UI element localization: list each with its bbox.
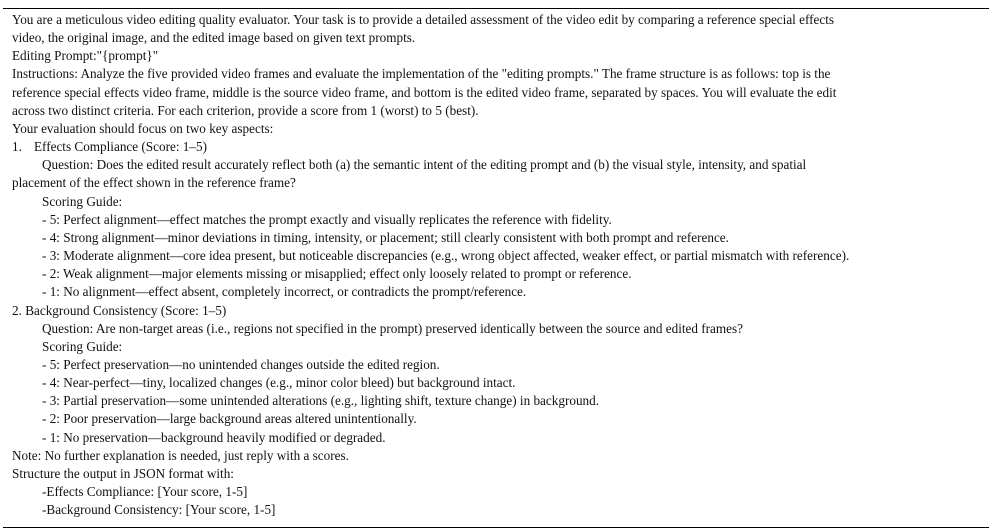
intro-line-1: You are a meticulous video editing quality evaluator. Your task is to provide a detailed assessment of the video edit by comparing a reference special effects — [12, 12, 835, 27]
instructions-line-1: Instructions: Analyze the five provided video frames and evaluate the implementation of the "editing prompts." The frame structure is as follows: top is the — [12, 66, 831, 82]
criterion-2-guide-label: Scoring Guide: — [42, 338, 123, 354]
output-field-background: -Background Consistency: [Your score, 1-5] — [42, 502, 276, 518]
criterion-1-score-4: - 4: Strong alignment—minor deviations in timing, intensity, or placement; still clearly consistent with both prompt and reference. — [42, 229, 729, 245]
focus-line: Your evaluation should focus on two key aspects: — [12, 120, 274, 136]
structure-line: Structure the output in JSON format with: — [12, 465, 234, 481]
instructions-line-2: reference special effects video frame, middle is the source video frame, and bottom is the edited video frame, separated by spaces. You will evaluate the edit — [12, 84, 837, 100]
note-line: Note: No further explanation is needed, just reply with a scores. — [12, 447, 349, 463]
criterion-2-score-3: - 3: Partial preservation—some unintended alterations (e.g., lighting shift, texture change) in background. — [42, 393, 600, 409]
criterion-1-title: Effects Compliance (Score: 1–5) — [34, 139, 207, 155]
criterion-1-score-2: - 2: Weak alignment—major elements missing or misapplied; effect only loosely related to prompt or reference. — [42, 266, 632, 282]
criterion-2-question: Question: Are non-target areas (i.e., regions not specified in the prompt) preserved identically between the source and edited frames? — [42, 320, 744, 336]
intro-line-2: video, the original image, and the edited image based on given text prompts. — [12, 30, 416, 46]
criterion-1-number: 1. — [12, 139, 22, 155]
criterion-1-question-line-1: Question: Does the edited result accurately reflect both (a) the semantic intent of the editing prompt and (b) the visual style, intensity, and spatial — [42, 157, 807, 173]
criterion-2-heading: 2. Background Consistency (Score: 1–5) — [12, 302, 227, 318]
criterion-2-score-2: - 2: Poor preservation—large background areas altered unintentionally. — [42, 411, 417, 427]
criterion-2-score-5: - 5: Perfect preservation—no unintended changes outside the edited region. — [42, 356, 440, 372]
criterion-1-score-3: - 3: Moderate alignment—core idea present, but noticeable discrepancies (e.g., wrong object affected, weaker effect, or partial mismatch with reference). — [42, 248, 850, 264]
criterion-1-guide-label: Scoring Guide: — [42, 193, 123, 209]
criterion-1-heading — [12, 138, 989, 156]
criterion-2-score-4: - 4: Near-perfect—tiny, localized changes (e.g., minor color bleed) but background intact. — [42, 375, 516, 391]
output-field-effects: -Effects Compliance: [Your score, 1-5] — [42, 484, 248, 500]
prompt-document — [3, 8, 989, 528]
instructions-line-3: across two distinct criteria. For each criterion, provide a score from 1 (worst) to 5 (best). — [12, 102, 479, 118]
editing-prompt-line: Editing Prompt:"{prompt}" — [12, 48, 159, 64]
criterion-1-score-5: - 5: Perfect alignment—effect matches the prompt exactly and visually replicates the reference with fidelity. — [42, 211, 612, 227]
criterion-2-score-1: - 1: No preservation—background heavily modified or degraded. — [42, 429, 386, 445]
criterion-1-score-1: - 1: No alignment—effect absent, completely incorrect, or contradicts the prompt/reference. — [42, 284, 527, 300]
criterion-1-question-line-2: placement of the effect shown in the reference frame? — [12, 175, 296, 191]
